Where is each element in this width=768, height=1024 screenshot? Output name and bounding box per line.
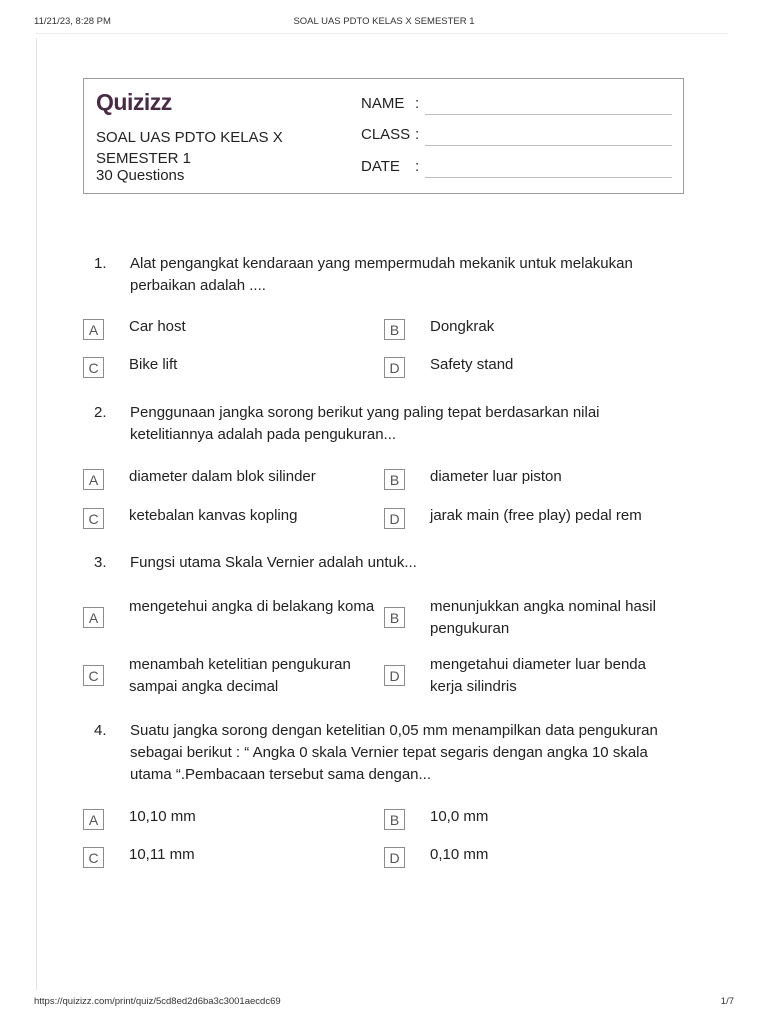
name-label: NAME (361, 95, 405, 112)
print-footer (34, 996, 734, 1010)
option-letter-box: A (83, 469, 104, 490)
option-text: Dongkrak (430, 318, 495, 335)
date-colon: : (415, 158, 420, 175)
date-line (425, 177, 672, 178)
option-text: 10,0 mm (430, 808, 489, 825)
print-datetime: 11/21/23, 8:28 PM (34, 16, 111, 27)
name-field (361, 95, 420, 112)
option-letter-box: C (83, 508, 104, 529)
option-text: ketebalan kanvas kopling (129, 507, 298, 524)
option-letter-box: D (384, 665, 405, 686)
question-number: 3. (94, 554, 107, 571)
question-text: Fungsi utama Skala Vernier adalah untuk... (130, 554, 417, 571)
option-letter-box: B (384, 607, 405, 628)
option-text: menunjukkan angka nominal hasil pengukuran (430, 598, 656, 637)
page-edge-left (36, 38, 37, 990)
option-text: 0,10 mm (430, 846, 489, 863)
question-count: 30 Questions (96, 167, 185, 184)
print-header (34, 16, 734, 30)
class-label: CLASS (361, 126, 411, 143)
question-number: 2. (94, 404, 107, 421)
option-letter-box: A (83, 607, 104, 628)
quiz-title: SOAL UAS PDTO KELAS X SEMESTER 1 (96, 129, 283, 167)
question-text: Alat pengangkat kendaraan yang mempermudah mekanik untuk melakukan perbaikan adalah .... (130, 255, 633, 294)
option-text: jarak main (free play) pedal rem (430, 507, 642, 524)
option-text: Bike lift (129, 356, 178, 373)
class-line (425, 145, 672, 146)
question-number: 1. (94, 255, 107, 272)
option-text: mengetehui angka di belakang koma (129, 598, 375, 615)
option-letter-box: B (384, 809, 405, 830)
date-label: DATE (361, 158, 400, 175)
print-url: https://quizizz.com/print/quiz/5cd8ed2d6ba3c3001aecdc69 (34, 996, 281, 1007)
option-letter-box: D (384, 357, 405, 378)
question-number: 4. (94, 722, 107, 739)
date-field (361, 158, 420, 175)
option-letter-box: B (384, 319, 405, 340)
quizizz-logo: Quizizz (96, 89, 172, 115)
page-number: 1/7 (720, 996, 734, 1007)
option-letter-box: A (83, 319, 104, 340)
option-text: mengetahui diameter luar benda kerja silindris (430, 656, 646, 695)
option-text: diameter dalam blok silinder (129, 468, 316, 485)
option-text: 10,11 mm (129, 846, 195, 863)
quiz-header-box (83, 78, 684, 194)
option-letter-box: C (83, 357, 104, 378)
name-line (425, 114, 672, 115)
option-letter-box: B (384, 469, 405, 490)
page-edge-top (36, 33, 728, 34)
option-text: diameter luar piston (430, 468, 562, 485)
option-letter-box: C (83, 665, 104, 686)
question-text: Penggunaan jangka sorong berikut yang paling tepat berdasarkan nilai ketelitiannya adalah pada pengukuran... (130, 404, 600, 443)
option-letter-box: A (83, 809, 104, 830)
print-title: SOAL UAS PDTO KELAS X SEMESTER 1 (293, 16, 475, 27)
class-field (361, 126, 420, 143)
option-text: menambah ketelitian pengukuran sampai angka decimal (129, 656, 351, 695)
option-letter-box: C (83, 847, 104, 868)
name-colon: : (415, 95, 420, 112)
class-colon: : (415, 126, 420, 143)
option-letter-box: D (384, 847, 405, 868)
option-text: Safety stand (430, 356, 514, 373)
option-letter-box: D (384, 508, 405, 529)
option-text: 10,10 mm (129, 808, 196, 825)
question-text: Suatu jangka sorong dengan ketelitian 0,05 mm menampilkan data pengukuran sebagai berikut : “ Angka 0 skala Vernier tepat segaris dengan angka 10 skala utama “.Pembacaan tersebut sama dengan... (130, 722, 658, 783)
option-text: Car host (129, 318, 186, 335)
